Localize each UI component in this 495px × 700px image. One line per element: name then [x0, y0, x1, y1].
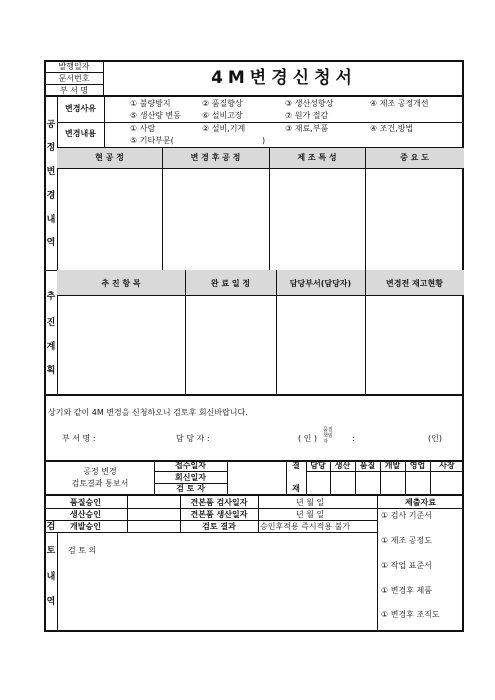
content-option[interactable]: ⑤ 기타부문(	[130, 136, 174, 145]
request-dept-label: 부 서 명 :	[62, 434, 96, 443]
reviewer-label: 검 토 자	[176, 484, 205, 493]
approval-col-quality: 품질	[359, 461, 376, 470]
sample-production-date-value[interactable]: 년 월 일	[296, 510, 325, 519]
submit-item-process-chart[interactable]: ① 제조 공정도	[381, 536, 432, 545]
col-action-item: 추 진 항 목	[101, 279, 141, 288]
dept-label: 부 서 명	[59, 86, 89, 95]
process-side-char: 정	[46, 143, 56, 153]
col-current-process: 현 공 정	[95, 153, 124, 162]
production-approval-label: 생산승인	[70, 510, 101, 519]
review-result-label: 검토 결과	[202, 522, 236, 531]
sample-inspection-date-value[interactable]: 년 월 일	[296, 498, 325, 507]
reason-option[interactable]: ⑤ 생산량 변동	[130, 111, 181, 120]
issue-date-label: 발행일자	[58, 62, 90, 71]
reason-option[interactable]: ⑥ 설비고장	[202, 111, 243, 120]
reason-option[interactable]: ④ 제조 공정개선	[370, 99, 429, 108]
process-side-char: 역	[46, 238, 56, 248]
submit-item-inspection-standard[interactable]: ① 검사 기준서	[381, 511, 432, 520]
submit-item-changed-product[interactable]: ① 변경후 제품	[381, 586, 432, 595]
process-side-char: 내	[46, 215, 56, 225]
notice-line-1: 공정 변경	[83, 467, 117, 476]
content-option[interactable]: ② 설비,기계	[202, 124, 246, 133]
approval-col-ceo: 사장	[439, 461, 455, 470]
col-importance: 중 요 도	[400, 153, 429, 162]
approval-label-2: 재	[292, 484, 300, 493]
process-side-char: 변	[46, 167, 56, 177]
approval-col-production: 생산	[334, 461, 351, 470]
doc-no-label: 문서번호	[58, 74, 90, 83]
development-approval-label: 개발승인	[70, 522, 101, 531]
quality-manager-colon: :	[352, 434, 355, 443]
approval-col-development: 개발	[384, 461, 401, 470]
reason-option[interactable]: ③ 생산성향상	[285, 99, 334, 108]
quality-manager-label: 품질책임자	[323, 427, 333, 445]
review-side-char: 검	[46, 522, 56, 532]
progress-side-char: 진	[46, 318, 56, 328]
request-seal-1: ( 인 )	[298, 434, 318, 443]
submit-item-changed-org-chart[interactable]: ① 변경후 조직도	[381, 610, 440, 619]
col-responsible-dept: 담당부서(담당자)	[289, 279, 352, 288]
reason-option[interactable]: ① 불량방지	[130, 99, 171, 108]
approval-label-1: 결	[292, 461, 300, 470]
review-side-char: 내	[46, 572, 56, 582]
received-date-label: 접수일자	[175, 461, 206, 470]
content-option-close: )	[262, 136, 266, 145]
request-manager-label: 담 당 자 :	[176, 434, 210, 443]
col-completion-schedule: 완 료 일 정	[210, 279, 251, 288]
review-side-char: 역	[46, 597, 56, 607]
col-inventory-before: 변경전 재고현황	[386, 279, 443, 288]
review-result-options[interactable]: 승인후적용 즉시적용 불가	[260, 522, 351, 531]
col-mfg-characteristic: 제 조 특 성	[297, 153, 337, 162]
submit-item-work-standard[interactable]: ① 작업 표준서	[381, 561, 432, 570]
sample-inspection-date-label: 견본품 검사일자	[190, 498, 248, 507]
request-seal-2: (인)	[428, 434, 442, 443]
approval-col-staff: 담당	[310, 461, 326, 470]
request-area	[44, 396, 464, 460]
review-opinion: 검 토 의	[68, 546, 97, 555]
change-content-label: 변경내용	[65, 129, 96, 138]
quality-approval-label: 품질승인	[70, 498, 101, 507]
reason-option[interactable]: ⑦ 원가 절감	[285, 111, 329, 120]
content-option[interactable]: ③ 재료,부품	[285, 124, 329, 133]
reason-option[interactable]: ② 품질향상	[202, 99, 243, 108]
request-statement: 상기와 같이 4M 변경을 신청하오니 검토후 회신바랍니다.	[48, 408, 248, 417]
review-side-char: 토	[46, 546, 56, 556]
notice-line-2: 검토결과 통보서	[71, 479, 129, 488]
approval-col-sales: 영업	[409, 461, 426, 470]
main-form-frame	[44, 97, 464, 396]
change-reason-label: 변경사유	[65, 104, 96, 113]
sample-production-date-label: 견본품 생산일자	[190, 510, 248, 519]
progress-side-char: 계	[46, 342, 56, 352]
content-option[interactable]: ④ 조건,방법	[370, 124, 414, 133]
content-option[interactable]: ① 사람	[130, 124, 156, 133]
progress-side-char: 획	[46, 366, 56, 376]
process-side-char: 경	[46, 191, 56, 201]
reply-date-label: 회신일자	[175, 473, 206, 482]
page-title: 4M변경신청서	[211, 68, 357, 88]
process-side-char: 공	[46, 120, 56, 130]
col-new-process: 변 경 후 공 정	[190, 153, 241, 162]
progress-side-char: 추	[46, 292, 56, 302]
submit-materials-title: 제출자료	[405, 498, 436, 507]
